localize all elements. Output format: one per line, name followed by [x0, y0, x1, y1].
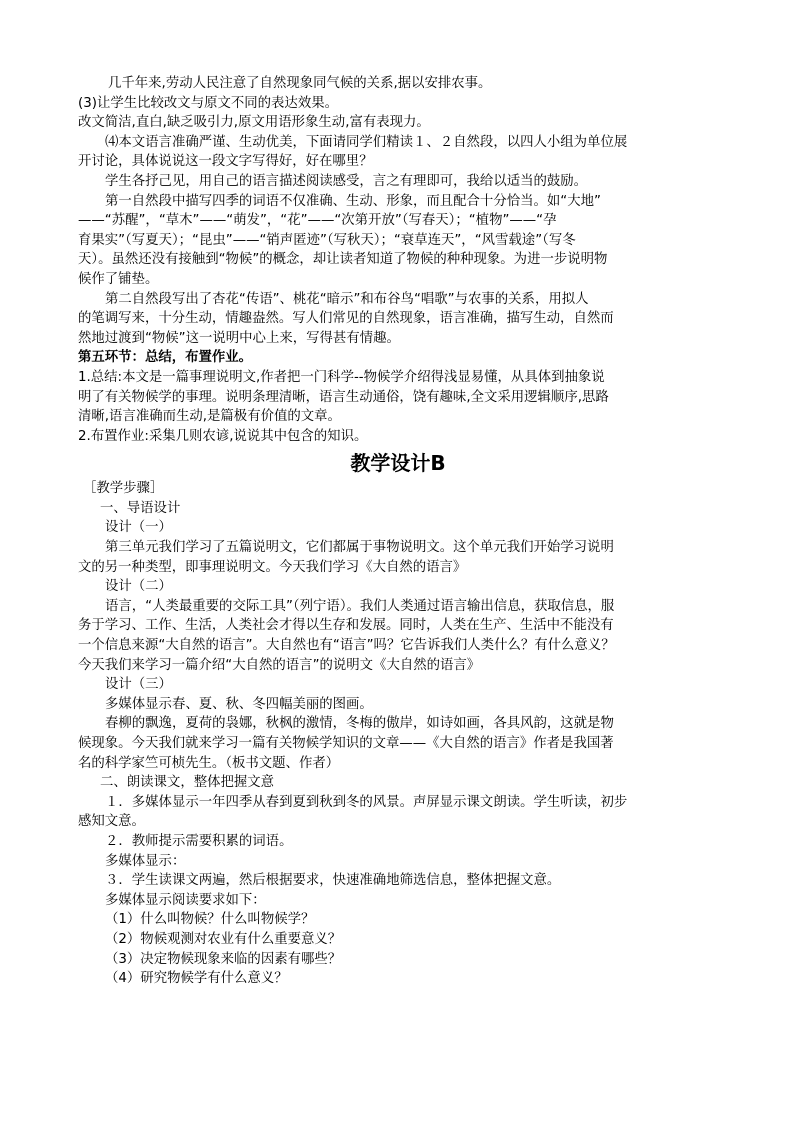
text-line: 名的科学家竺可桢先生。（板书文题、作者） [78, 755, 340, 771]
text-line: 候作了铺垫。 [78, 271, 159, 287]
text-line: 几千年来,劳动人民注意了自然现象同气候的关系,据以安排农事。 [108, 76, 492, 91]
text-line: 多媒体显示： [105, 853, 186, 869]
text-line: 务于学习、工作、生活，人类社会才得以生存和发展。同时，人类在生产、生活中不能没有 [78, 618, 614, 634]
text-line: 2.布置作业:采集几则农谚,说说其中包含的知识。 [78, 428, 368, 444]
document-page [78, 74, 718, 989]
text-line: (3)让学生比较改文与原文不同的表达效果。 [78, 95, 338, 111]
text-line: 春柳的飘逸，夏荷的袅娜，秋枫的激情，冬梅的傲岸，如诗如画，各具风韵，这就是物 [105, 716, 614, 732]
text-line: ３．学生读课文两遍，然后根据要求，快速准确地筛选信息，整体把握文意。 [105, 873, 561, 889]
text-line: 今天我们来学习一篇介绍“大自然的语言”的说明文《大自然的语言》 [78, 657, 481, 673]
text-line: 设计（三） [105, 677, 172, 693]
text-line: （4）研究物候学有什么意义？ [105, 971, 288, 987]
text-line: 语言，“人类最重要的交际工具”（列宁语）。我们人类通过语言输出信息，获取信息，服 [105, 598, 615, 614]
text-line: 候现象。今天我们就来学习一篇有关物候学知识的文章——《大自然的语言》作者是我国著 [78, 736, 614, 751]
page-title: 教学设计B [350, 451, 446, 476]
text-line: （2）物候观测对农业有什么重要意义？ [105, 931, 342, 947]
text-line: 然地过渡到“物候”这一说明中心上来，写得甚有情趣。 [78, 330, 400, 346]
text-line: 文的另一种类型，即事理说明文。今天我们学习《大自然的语言》 [78, 559, 467, 575]
text-line: 感知文意。 [78, 814, 145, 830]
text-line: 第三单元我们学习了五篇说明文，它们都属于事物说明文。这个单元我们开始学习说明 [105, 540, 614, 556]
text-line: 一个信息来源“大自然的语言”。大自然也有“语言”吗？它告诉我们人类什么？有什么意义？ [78, 638, 615, 654]
text-line: 设计（一） [105, 520, 172, 536]
text-line: 学生各抒己见，用自己的语言描述阅读感受，言之有理即可，我给以适当的鼓励。 [105, 173, 588, 189]
text-line: 多媒体显示春、夏、秋、冬四幅美丽的图画。 [105, 696, 373, 712]
text-line: 二、朗读课文，整体把握文意 [100, 775, 275, 791]
text-line: （1）什么叫物候？什么叫物候学？ [105, 912, 315, 928]
text-line: ⑷本文语言准确严谨、生动优美，下面请同学们精读１、２自然段，以四人小组为单位展 [105, 134, 628, 150]
text-line: ——“苏醒”，“草木”——“萌发”，“花”——“次第开放”（写春天）；“植物”——“孕 [78, 213, 557, 229]
text-line: 1.总结:本文是一篇事理说明文,作者把一门科学--物候学介绍得浅显易懂，从具体到抽象说 [78, 369, 605, 385]
text-line: 多媒体显示阅读要求如下： [105, 892, 266, 908]
text-line: ［教学步骤］ [83, 481, 164, 497]
text-line: １．多媒体显示一年四季从春到夏到秋到冬的风景。声屏显示课文朗读。学生听读，初步 [105, 794, 628, 810]
text-line: 开讨论，具体说说这一段文字写得好，好在哪里？ [78, 154, 373, 170]
text-line: 清晰,语言准确而生动,是篇极有价值的文章。 [78, 409, 341, 425]
text-line: 明了有关物候学的事理。说明条理清晰，语言生动通俗，饶有趣味,全文采用逻辑顺序,思路 [78, 389, 609, 405]
text-line: ２．教师提示需要积累的词语。 [105, 833, 293, 849]
text-line: 天）。虽然还没有接触到“物候”的概念，却让读者知道了物候的种种现象。为进一步说明物 [78, 252, 608, 268]
section-heading: 第五环节：总结，布置作业。 [78, 350, 253, 366]
text-line: 的笔调写来，十分生动，情趣盎然。写人们常见的自然现象，语言准确，描写生动，自然而 [78, 311, 614, 327]
text-line: （3）决定物候现象来临的因素有哪些？ [105, 951, 342, 967]
text-line: 一、导语设计 [100, 500, 181, 516]
text-line: 第一自然段中描写四季的词语不仅准确、生动、形象，而且配合十分恰当。如“大地” [105, 193, 601, 209]
text-line: 改文简洁,直白,缺乏吸引力,原文用语形象生动,富有表现力。 [78, 115, 430, 131]
text-line: 第二自然段写出了杏花“传语”、桃花“暗示”和布谷鸟“唱歌”与农事的关系，用拟人 [105, 291, 589, 307]
text-line: 设计（二） [105, 579, 172, 595]
text-line: 育果实”（写夏天）；“昆虫”——“销声匿迹”（写秋天）；“衰草连天”，“风雪载途”（写冬 [78, 232, 576, 248]
